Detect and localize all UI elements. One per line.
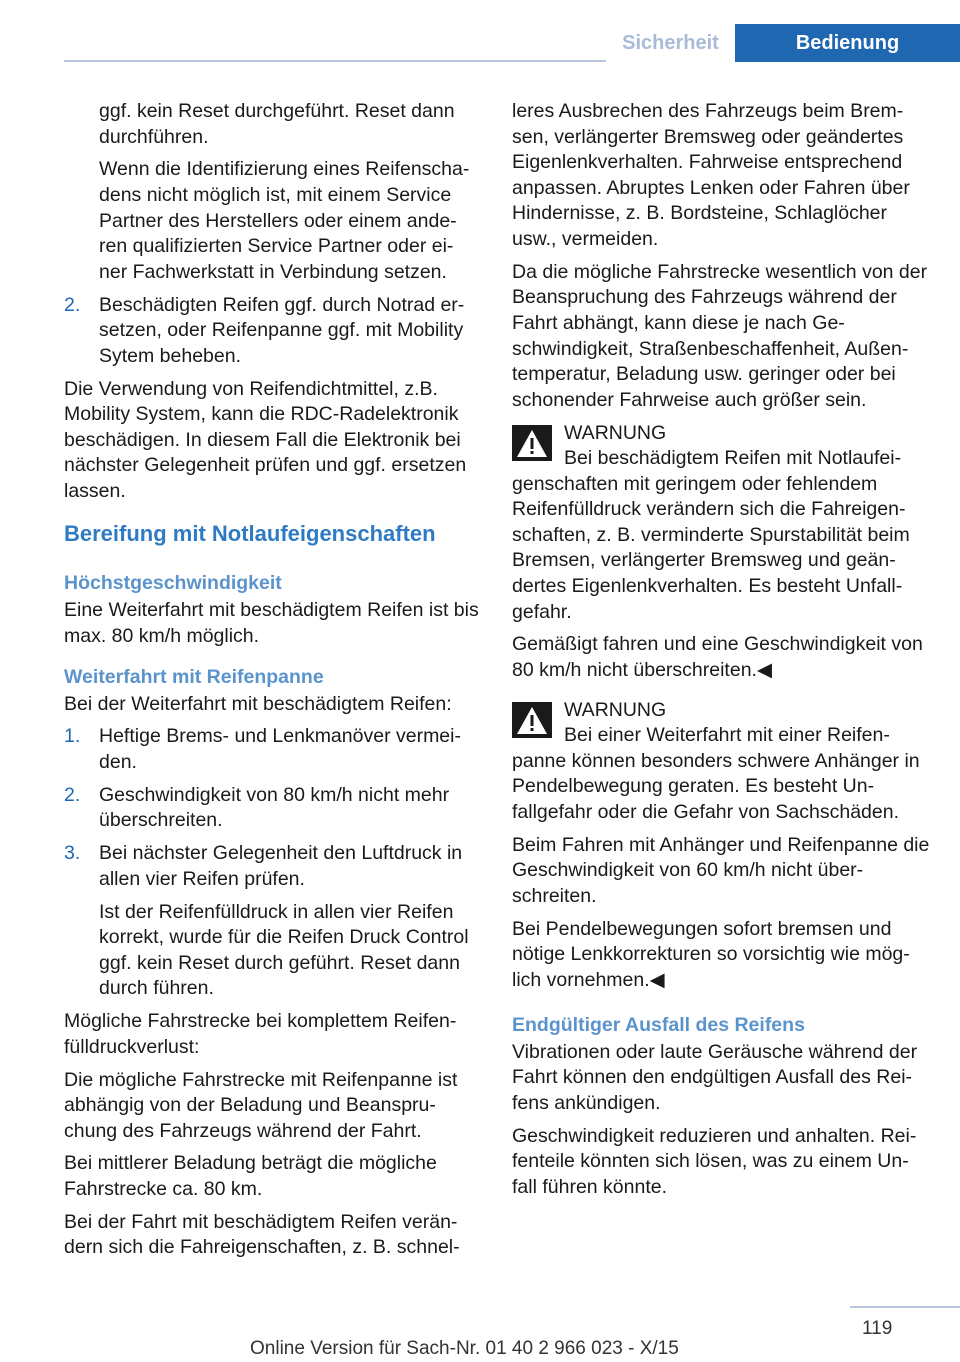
paragraph: Da die mögliche Fahrstrecke wesentlich von der Beanspruchung des Fahrzeugs während der Fahrt abhängt, kann diese je nach Ge‐ schwindigkeit, Straßenbeschaffenheit, Außen‐ temperatur, Beladung usw. geringer oder bei schonender Fahrweise auch größer sein.: [512, 260, 928, 411]
paragraph: Gemäßigt fahren und eine Geschwindigkeit von 80 km/h nicht überschreiten.◀: [512, 633, 923, 682]
paragraph: Die Verwendung von Reifendichtmittel, z.B. Mobility System, kann die RDC-Radelektronik beschädigen. In diesem Fall die Elektronik bei nächster Gelegenheit prüfen und ggf. ersetzen lassen.: [64, 377, 467, 502]
subsection-heading: Weiterfahrt mit Reifenpanne: [64, 665, 324, 688]
warning-text: genschaften mit geringem oder fehlendem Reifenfülldruck verändern sich die Fahreigen‐ schaften, z. B. verminderte Spurstabilität beim Bremsen, verlängerter Bremsweg und geän‐ dertes Eigenlenkverhalten. Es besteht Unfall‐ gefahr.: [512, 472, 910, 623]
paragraph: ggf. kein Reset durchgeführt. Reset dann durchführen.: [99, 100, 455, 148]
tab-sicherheit[interactable]: Sicherheit: [606, 24, 735, 62]
subsection-heading: Höchstgeschwindigkeit: [64, 572, 282, 595]
list-number: 3.: [64, 842, 81, 865]
paragraph: Geschwindigkeit reduzieren und anhalten. Rei‐ fenteile könnten sich lösen, was zu einem Un‐ fall führen könnte.: [512, 1124, 917, 1198]
warning-text: panne können besonders schwere Anhänger in Pendelbewegung geraten. Es besteht Un‐ fallgefahr oder die Gefahr von Sachschäden.: [512, 749, 920, 823]
section-heading: Bereifung mit Notlaufeigenschaften: [64, 521, 436, 547]
warning-title: WARNUNG: [564, 698, 667, 721]
paragraph: Wenn die Identifizierung eines Reifenscha‐ dens nicht möglich ist, mit einem Service Partner des Herstellers oder einem ande‐ ren qualifizierten Service Partner oder ei‐ ner Fachwerkstatt in Verbindung setzen.: [99, 158, 470, 283]
paragraph: Eine Weiterfahrt mit beschädigtem Reifen ist bis max. 80 km/h möglich.: [64, 599, 479, 648]
list-text: Bei nächster Gelegenheit den Luftdruck in allen vier Reifen prüfen.: [99, 842, 463, 890]
paragraph: Die mögliche Fahrstrecke mit Reifenpanne ist abhängig von der Beladung und Beanspru‐ chung des Fahrzeugs während der Fahrt.: [64, 1068, 458, 1142]
right-column: [512, 99, 932, 1207]
subsection-heading: Endgültiger Ausfall des Reifens: [512, 1013, 805, 1036]
page-number: 119: [862, 1318, 893, 1339]
warning-icon: [512, 702, 552, 738]
warning-text: Bei beschädigtem Reifen mit Notlaufei‐: [564, 447, 902, 470]
warning-title: WARNUNG: [564, 421, 667, 444]
paragraph: Mögliche Fahrstrecke bei komplettem Reifen‐ fülldruckverlust:: [64, 1010, 457, 1058]
warning-text: Bei einer Weiterfahrt mit einer Reifen‐: [564, 724, 890, 747]
paragraph: Bei der Weiterfahrt mit beschädigtem Reifen:: [64, 692, 452, 715]
list-item: [64, 841, 482, 892]
paragraph: Beim Fahren mit Anhänger und Reifenpanne die Geschwindigkeit von 60 km/h nicht über‐ schreiten.: [512, 833, 930, 907]
paragraph: Vibrationen oder laute Geräusche während der Fahrt können den endgültigen Ausfall des Rei‐ fens ankündigen.: [512, 1040, 918, 1114]
paragraph: Bei der Fahrt mit beschädigtem Reifen verän‐ dern sich die Fahreigenschaften, z. B. schnel‐: [64, 1210, 460, 1259]
tab-bedienung[interactable]: Bedienung: [735, 24, 960, 62]
footer-rule: [850, 1306, 960, 1308]
list-text: Beschädigten Reifen ggf. durch Notrad er‐ setzen, oder Reifenpanne ggf. mit Mobility Sytem beheben.: [99, 293, 465, 367]
list-number: 2.: [64, 293, 81, 316]
list-number: 1.: [64, 725, 81, 748]
left-column: [64, 99, 482, 1268]
paragraph: Ist der Reifenfülldruck in allen vier Reifen korrekt, wurde für die Reifen Druck Control ggf. kein Reset durch geführt. Reset dann durch führen.: [99, 900, 469, 1000]
paragraph: Bei Pendelbewegungen sofort bremsen und nötige Lenkkorrekturen so vorsichtig wie mög‐ lich vornehmen.◀: [512, 917, 910, 991]
online-version-note: Online Version für Sach-Nr. 01 40 2 966 023 - X/15: [250, 1338, 679, 1359]
list-item: [64, 724, 482, 775]
warning-block: [512, 698, 932, 826]
warning-icon: [512, 425, 552, 461]
list-text: Heftige Brems- und Lenkmanöver vermei‐ den.: [99, 725, 461, 774]
list-item: [64, 293, 482, 370]
list-number: 2.: [64, 783, 81, 806]
list-text: Geschwindigkeit von 80 km/h nicht mehr überschreiten.: [99, 783, 450, 832]
paragraph: leres Ausbrechen des Fahrzeugs beim Brem‐ sen, verlängerter Bremsweg oder geändertes Eigenlenkverhalten. Fahrweise entsprechend anpassen. Abruptes Lenken oder Fahren über Hindernisse, z. B. Bordsteine, Schlaglöcher usw., vermeiden.: [512, 100, 910, 250]
warning-block: [512, 421, 932, 626]
paragraph: Bei mittlerer Beladung beträgt die mögliche Fahrstrecke ca. 80 km.: [64, 1152, 437, 1201]
list-item: [64, 783, 482, 834]
